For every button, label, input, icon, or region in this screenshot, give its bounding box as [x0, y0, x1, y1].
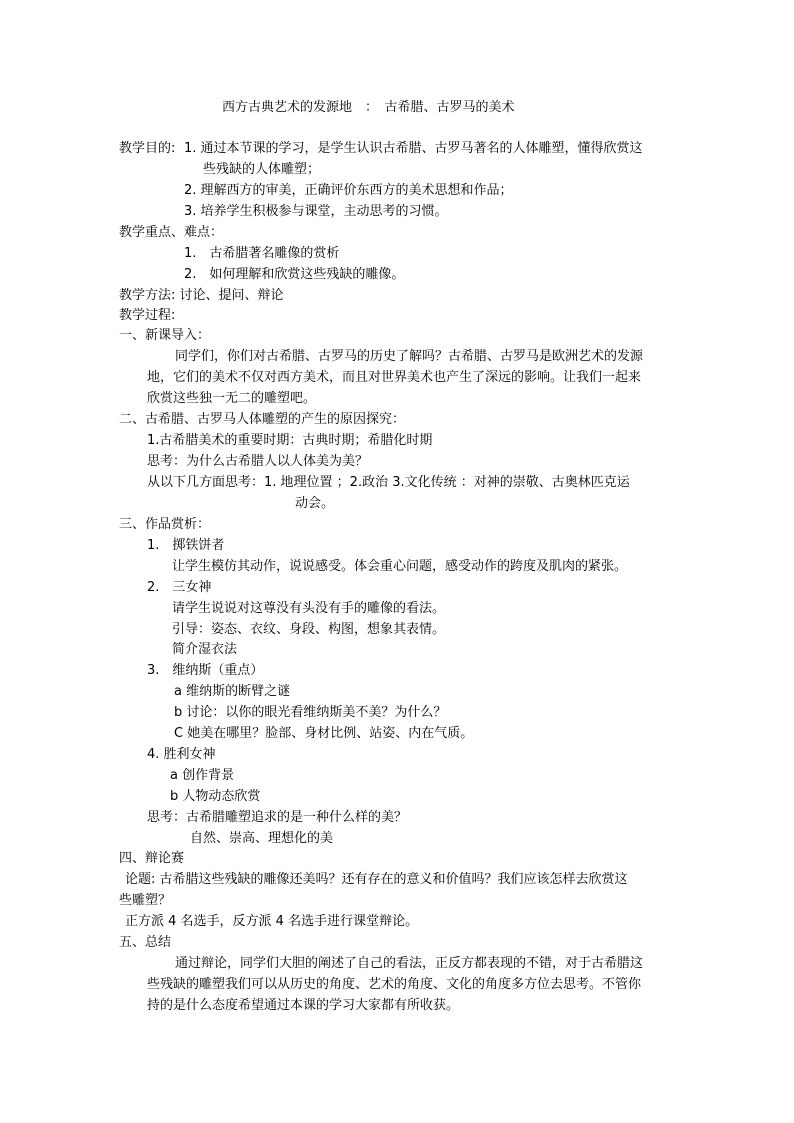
paragraph-line: 引导：姿态、衣纹、身段、构图，想象其表情。: [172, 622, 446, 637]
objective-item: 些残缺的人体雕塑；: [203, 162, 321, 177]
paragraph-line: 论题: 古希腊这些残缺的雕像还美吗？还有存在的意义和价值吗？我们应该怎样去欣赏这: [125, 872, 628, 887]
paragraph-line: 1.古希腊美术的重要时期：古典时期；希腊化时期: [147, 433, 433, 448]
artwork-item: 3. 维纳斯（重点）: [147, 663, 264, 678]
section-heading: 五、总结: [119, 935, 172, 950]
paragraph-line: 思考：古希腊雕塑追求的是一种什么样的美？: [147, 810, 408, 825]
objective-item: 2. 理解西方的审美，正确评价东西方的美术思想和作品；: [184, 183, 513, 198]
paragraph-line: 地，它们的美术不仅对西方美术，而且对世界美术也产生了深远的影响。让我们一起来: [147, 370, 642, 385]
objectives-label: 教学目的:: [119, 141, 176, 156]
paragraph-line: 通过辩论，同学们大胆的阐述了自己的看法，正反方都表现的不错，对于古希腊这: [175, 956, 644, 971]
paragraph-line: 些残缺的雕塑我们可以从历史的角度、艺术的角度、文化的角度多方位去思考。不管你: [147, 977, 642, 992]
key-point-item: 1. 古希腊著名雕像的赏析: [184, 246, 340, 261]
process-label: 教学过程:: [119, 308, 176, 323]
paragraph-line: 动会。: [295, 496, 335, 511]
paragraph-line: 请学生说说对这尊没有头没有手的雕像的看法。: [172, 601, 446, 616]
paragraph-line: 思考：为什么古希腊人以人体美为美？: [147, 454, 369, 469]
paragraph-line: 些雕塑？: [119, 893, 172, 908]
paragraph-line: b 人物动态欣赏: [170, 789, 261, 804]
paragraph-line: 让学生模仿其动作，说说感受。体会重心问题，感受动作的跨度及肌肉的紧张。: [172, 559, 628, 574]
objective-item: 1. 通过本节课的学习，是学生认识古希腊、古罗马著名的人体雕塑，懂得欣赏这: [184, 141, 643, 156]
section-heading: 一、新课导入：: [119, 328, 211, 343]
artwork-item: 1. 掷铁饼者: [147, 538, 225, 553]
paragraph-line: 正方派 4 名选手，反方派 4 名选手进行课堂辩论。: [125, 914, 419, 929]
artwork-item: 4. 胜利女神: [147, 747, 216, 762]
paragraph-line: 简介湿衣法: [172, 642, 238, 657]
paragraph-line: 从以下几方面思考：1. 地理位置 ；2.政治 3.文化传统 ：对神的崇敬、古奥林匹克运: [147, 475, 630, 490]
paragraph-line: 同学们，你们对古希腊、古罗马的历史了解吗？古希腊、古罗马是欧洲艺术的发源: [175, 349, 644, 364]
section-heading: 二、古希腊、古罗马人体雕塑的产生的原因探究：: [119, 412, 406, 427]
methods: 教学方法: 讨论、提问、辩论: [119, 288, 284, 303]
paragraph-line: a 维纳斯的断臂之谜: [174, 684, 291, 699]
key-points-label: 教学重点、难点：: [119, 225, 224, 240]
paragraph-line: 持的是什么态度希望通过本课的学习大家都有所收获。: [147, 998, 460, 1013]
paragraph-line: 欣赏这些独一无二的雕塑吧。: [147, 391, 317, 406]
key-point-item: 2. 如何理解和欣赏这些残缺的雕像。: [184, 267, 405, 282]
paragraph-line: C 她美在哪里？脸部、身材比例、站姿、内在气质。: [174, 726, 474, 741]
section-heading: 四、辩论赛: [119, 851, 185, 866]
objective-item: 3. 培养学生积极参与课堂，主动思考的习惯。: [184, 204, 448, 219]
paragraph-line: a 创作背景: [170, 768, 235, 783]
page-title: 西方古典艺术的发源地 ： 古希腊、古罗马的美术: [222, 100, 515, 115]
paragraph-line: b 讨论：以你的眼光看维纳斯美不美？为什么？: [174, 705, 447, 720]
paragraph-line: 自然、崇高、理想化的美: [190, 831, 334, 846]
artwork-item: 2. 三女神: [147, 580, 212, 595]
section-heading: 三、作品赏析：: [119, 517, 211, 532]
